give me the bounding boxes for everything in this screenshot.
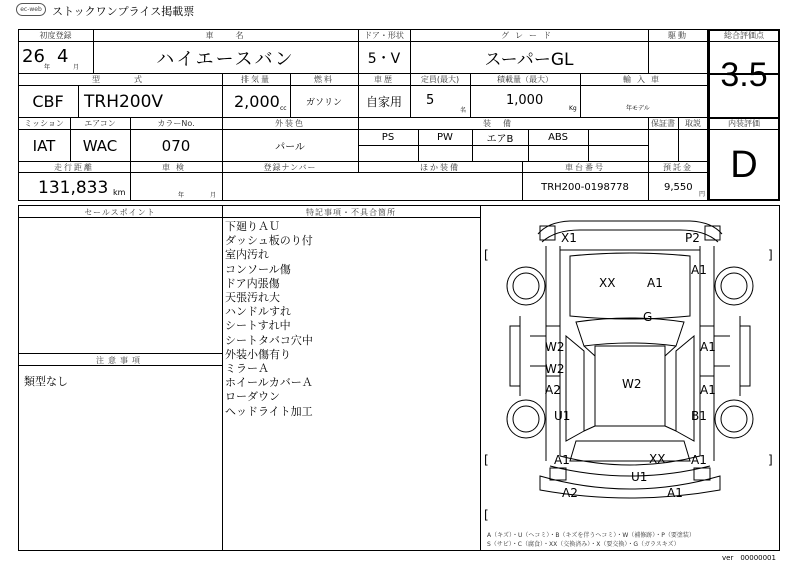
price: 9,550 [664, 182, 693, 193]
damage-code: B1 [691, 409, 707, 423]
note-line: ヘッドライト加工 [225, 404, 313, 418]
vehicle-damage-diagram [480, 206, 780, 532]
interior-grade: D [730, 143, 758, 186]
history: 自家用 [365, 95, 402, 109]
caution-title: 注意事項 [96, 356, 144, 365]
label-exterior: 外装色 [275, 119, 305, 128]
color-no: 070 [161, 136, 191, 155]
legend-line-2: S（サビ）・C（腐食）・XX（交換済み）・X（要交換）・G（ガラスキズ） [487, 541, 680, 548]
label-import: 輸入車 [623, 75, 665, 84]
note-line: ホイールカバーＡ [225, 376, 313, 390]
bracket: ] [768, 248, 773, 262]
note-line: 外装小傷有り [225, 347, 291, 361]
bracket: [ [484, 453, 489, 467]
cap-unit: 名 [460, 107, 467, 114]
label-color-no: カラーNo. [157, 119, 195, 128]
reg-year-unit: 年 [44, 64, 51, 71]
version: ver 00000001 [722, 554, 776, 562]
damage-code: W2 [545, 362, 565, 376]
insp-month: 月 [210, 192, 217, 199]
note-line: 室内汚れ [225, 248, 269, 262]
label-mission: ミッション [24, 119, 64, 128]
mileage: 131,833 [38, 178, 109, 198]
damage-code: A1 [700, 340, 716, 354]
capacity: 5 [426, 93, 435, 108]
note-line: シートすれ中 [225, 319, 291, 333]
damage-code: W2 [545, 340, 565, 354]
disp-unit: cc [280, 105, 287, 112]
mission: IAT [32, 136, 56, 155]
equip-3: エアB [486, 134, 514, 145]
label-grade: グレード [501, 31, 557, 40]
damage-code: G [643, 310, 653, 324]
notes-list [225, 220, 313, 419]
note-line: ダッシュ板のり付 [225, 234, 313, 248]
damage-code: W2 [622, 377, 642, 391]
damage-code: A1 [554, 453, 570, 467]
year-model: 年モデル [626, 105, 650, 112]
label-model: 型 式 [92, 75, 148, 84]
label-displacement: 排気量 [241, 75, 271, 84]
note-line: シートタバコ穴中 [225, 333, 313, 347]
grade: スーパーGL [484, 50, 574, 70]
label-door: ドア・形状 [364, 31, 404, 40]
reg-year: 26 [22, 46, 45, 67]
note-line: ミラーＡ [225, 362, 269, 376]
damage-code: X1 [561, 231, 577, 245]
damage-code: XX [649, 452, 666, 466]
bracket: ] [768, 453, 773, 467]
note-line: 下廻りＡＵ [225, 220, 280, 233]
equip-4: ABS [548, 132, 568, 143]
note-line: ドア内張傷 [225, 276, 280, 290]
damage-code: P2 [685, 231, 700, 245]
note-line: コンソール傷 [225, 262, 291, 276]
note-line: ハンドルすれ [225, 305, 291, 319]
label-capacity: 定員(最大) [420, 75, 460, 84]
damage-code: U1 [631, 470, 648, 484]
damage-code: A2 [545, 383, 561, 397]
label-warranty: 保証書 [651, 119, 675, 128]
sales-point-title: セールスポイント [84, 208, 156, 217]
label-price: 預託金 [663, 163, 693, 172]
damage-code: U1 [554, 409, 571, 423]
displacement: 2,000 [234, 92, 280, 111]
load: 1,000 [506, 93, 544, 108]
car-name: ハイエースバン [156, 48, 295, 70]
label-history: 車歴 [374, 75, 394, 84]
label-mileage: 走行距離 [54, 163, 94, 172]
damage-code: A1 [700, 383, 716, 397]
label-plate: 登録ナンバー [263, 163, 317, 172]
page-title: ストックワンプライス掲載票 [52, 5, 195, 18]
legend-line-1: A（キズ）・U（ヘコミ）・B（キズを伴うヘコミ）・W（補修跡）・P（要塗装） [487, 532, 695, 539]
label-manual: 取説 [685, 119, 701, 128]
drive [648, 42, 708, 73]
damage-code: A1 [667, 486, 683, 500]
notes-title: 特記事項・不具合箇所 [306, 208, 396, 217]
label-interior: 内装評価 [728, 119, 760, 128]
fuel: ガソリン [305, 98, 342, 108]
label-first-reg: 初度登録 [39, 31, 72, 40]
exterior-color: パール [275, 142, 305, 153]
caution-text: 類型なし [24, 375, 68, 388]
label-equipment: 装備 [483, 119, 523, 128]
label-drive: 駆動 [668, 31, 688, 40]
insp-year: 年 [178, 192, 185, 199]
damage-code: XX [599, 276, 616, 290]
label-load: 積載量（最大） [497, 75, 553, 84]
damage-code: A1 [691, 453, 707, 467]
label-other-equip: ほか装備 [420, 163, 460, 172]
label-chassis: 車台番号 [565, 163, 605, 172]
chassis-number: TRH200-0198778 [541, 181, 629, 193]
model-prefix: CBF [32, 92, 64, 111]
label-fuel: 燃料 [314, 75, 334, 84]
reg-month-unit: 月 [73, 64, 80, 71]
aircon: WAC [82, 136, 118, 155]
damage-code: A1 [647, 276, 663, 290]
note-line: 天張汚れ大 [225, 291, 280, 305]
note-line: ローダウン [225, 390, 280, 404]
label-score: 総合評価点 [724, 31, 764, 40]
door-type: 5・V [367, 50, 401, 67]
label-inspection: 車検 [162, 163, 190, 172]
label-name: 車 名 [205, 31, 246, 40]
label-aircon: エアコン [84, 119, 116, 128]
mileage-unit: km [113, 188, 126, 197]
load-unit: Kg [569, 105, 577, 112]
equip-2: PW [437, 132, 453, 143]
price-unit: 円 [699, 191, 706, 198]
header-logo: ec-web [16, 3, 46, 16]
reg-month: 4 [57, 46, 69, 67]
model-code: TRH200V [84, 92, 164, 112]
overall-score: 3.5 [720, 55, 768, 94]
damage-code: A2 [562, 486, 578, 500]
equip-1: PS [381, 132, 395, 143]
damage-code: A1 [691, 263, 707, 277]
bracket: [ [484, 248, 489, 262]
bracket: [ [484, 508, 489, 522]
